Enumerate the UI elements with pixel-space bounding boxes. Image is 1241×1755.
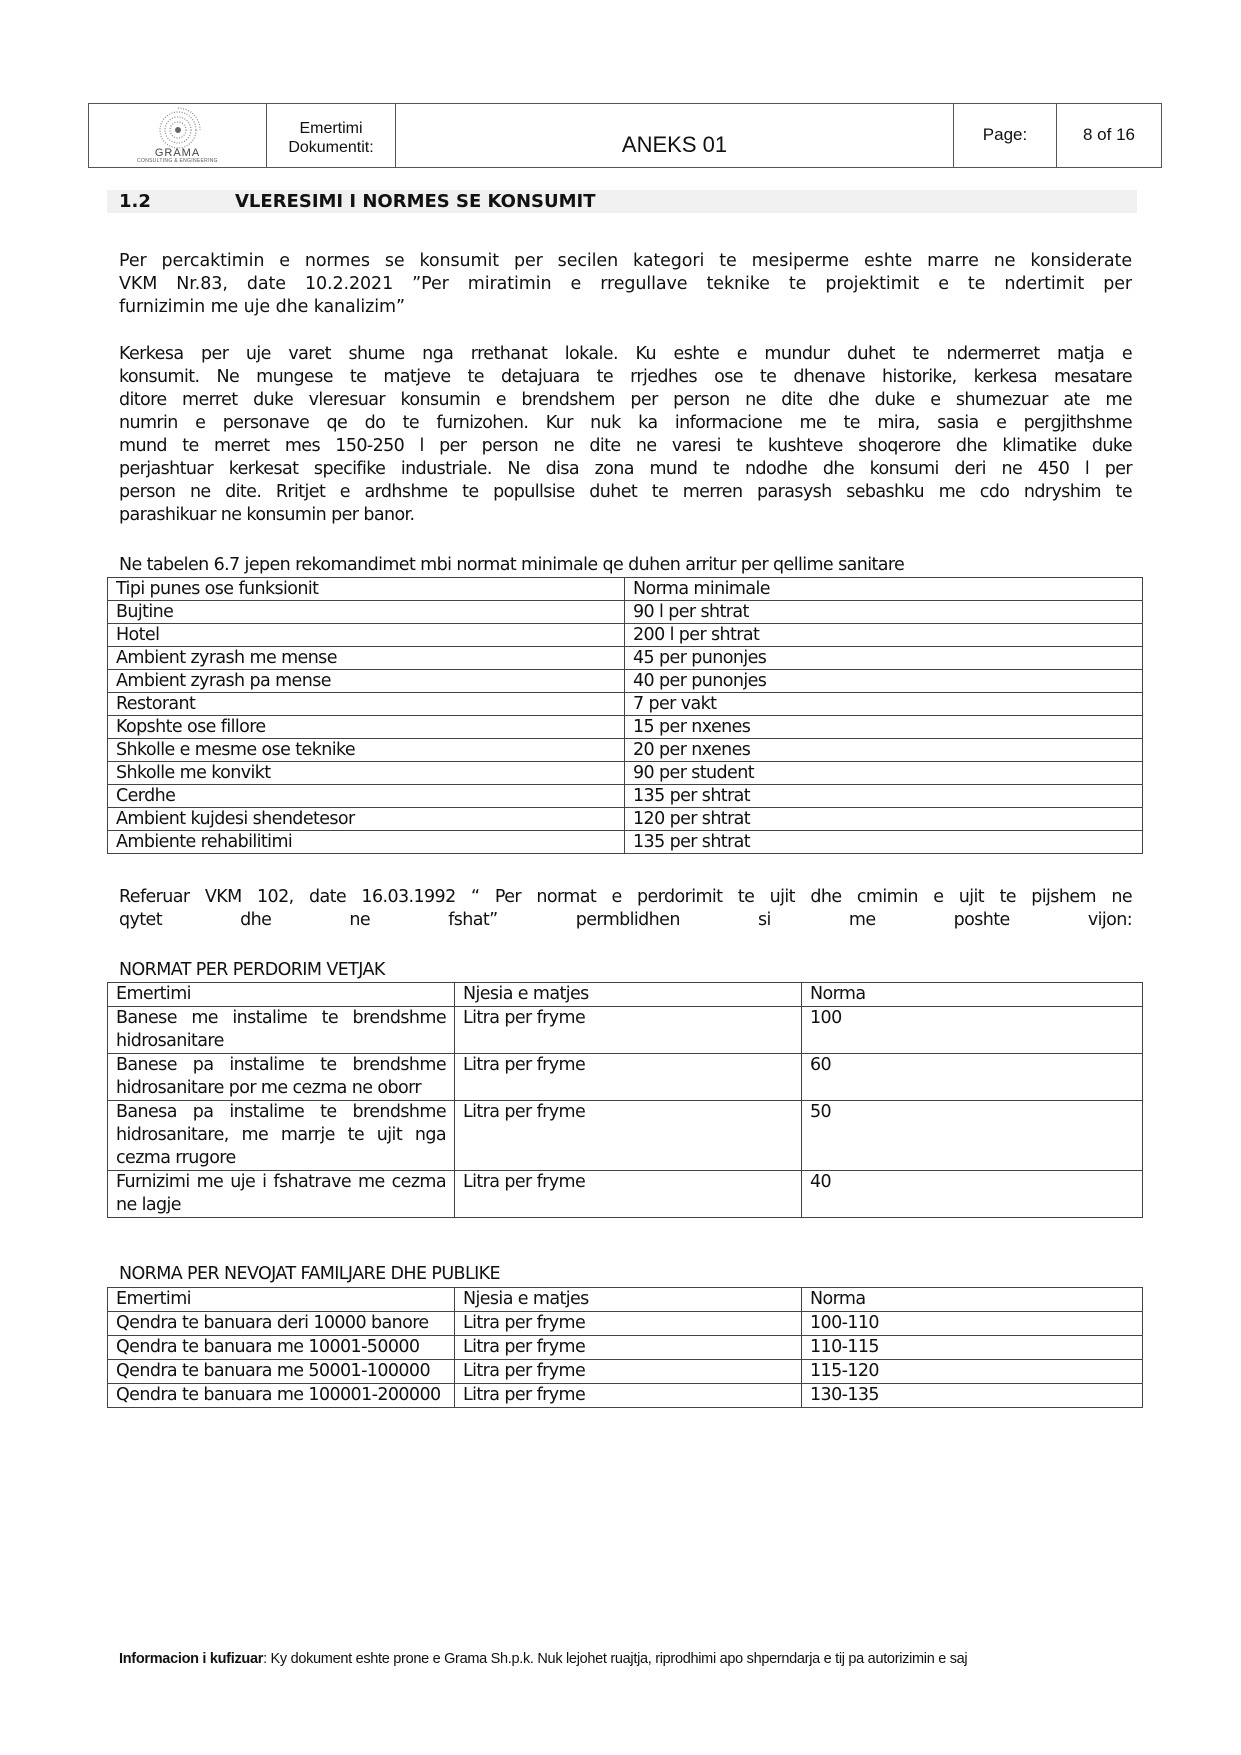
table-row bbox=[108, 1336, 1143, 1360]
cell: 135 per shtrat bbox=[625, 785, 1143, 808]
text-line: ditore merret duke vleresuar konsumin e brendshem per person ne dite dhe duke e shumezuar ate me bbox=[119, 390, 1132, 410]
table-row bbox=[108, 785, 1143, 808]
table-row bbox=[108, 693, 1143, 716]
cell: Bujtine bbox=[108, 601, 625, 624]
text-line-justified bbox=[119, 909, 1132, 932]
table-row bbox=[108, 808, 1143, 831]
cell: Qendra te banuara me 100001-200000 bbox=[108, 1384, 455, 1408]
cell: 50 bbox=[802, 1101, 1143, 1171]
cell: Kopshte ose fillore bbox=[108, 716, 625, 739]
cell: Ambient zyrash me mense bbox=[108, 647, 625, 670]
text-line: perjashtuar kerkesat specifike industriale. Ne disa zona mund te ndodhe dhe konsumi deri ne 450 l per bbox=[119, 459, 1132, 479]
cell: Qendra te banuara deri 10000 banore bbox=[108, 1312, 455, 1336]
table-row bbox=[108, 1171, 1143, 1218]
cell: Cerdhe bbox=[108, 785, 625, 808]
table-row bbox=[108, 739, 1143, 762]
word: me bbox=[848, 910, 876, 930]
table-row bbox=[108, 1007, 1143, 1054]
cell: Ambient zyrash pa mense bbox=[108, 670, 625, 693]
document-name-label bbox=[267, 104, 396, 167]
cell: Ambiente rehabilitimi bbox=[108, 831, 625, 854]
text-line: furnizimin me uje dhe kanalizim” bbox=[119, 297, 405, 317]
cell: 40 per punonjes bbox=[625, 670, 1143, 693]
paragraph-vkm-83 bbox=[119, 250, 1132, 319]
cell: Litra per fryme bbox=[455, 1336, 802, 1360]
cell: 135 per shtrat bbox=[625, 831, 1143, 854]
cell: 7 per vakt bbox=[625, 693, 1143, 716]
cell: Banese me instalime te brendshme hidrosanitare bbox=[108, 1007, 455, 1054]
header-cell: Norma minimale bbox=[625, 578, 1143, 601]
cell: 130-135 bbox=[802, 1384, 1143, 1408]
cell: 45 per punonjes bbox=[625, 647, 1143, 670]
cell: Hotel bbox=[108, 624, 625, 647]
footer-label: Informacion i kufizuar bbox=[119, 1651, 264, 1667]
word: poshte bbox=[953, 910, 1010, 930]
company-logo bbox=[89, 104, 267, 167]
cell: 90 l per shtrat bbox=[625, 601, 1143, 624]
word: qytet bbox=[119, 910, 162, 930]
header-cell: Tipi punes ose funksionit bbox=[108, 578, 625, 601]
cell: Ambient kujdesi shendetesor bbox=[108, 808, 625, 831]
cell: 90 per student bbox=[625, 762, 1143, 785]
cell: 40 bbox=[802, 1171, 1143, 1218]
section-title: VLERESIMI I NORMES SE KONSUMIT bbox=[235, 191, 596, 212]
table-row bbox=[108, 647, 1143, 670]
cell: Litra per fryme bbox=[455, 1384, 802, 1408]
text-line: VKM Nr.83, date 10.2.2021 ”Per miratimin e rregullave teknike te projektimit e te ndertimit per bbox=[119, 274, 1132, 294]
cell: Litra per fryme bbox=[455, 1171, 802, 1218]
label-line-2: Dokumentit: bbox=[288, 138, 374, 156]
cell: 115-120 bbox=[802, 1360, 1143, 1384]
text-line: Per percaktimin e normes se konsumit per secilen kategori te mesiperme eshte marre ne konsiderate bbox=[119, 251, 1132, 271]
table-row bbox=[108, 831, 1143, 854]
header-cell: Norma bbox=[802, 983, 1143, 1007]
cell: Qendra te banuara me 10001-50000 bbox=[108, 1336, 455, 1360]
word: si bbox=[757, 910, 771, 930]
header-cell: Emertimi bbox=[108, 1288, 455, 1312]
word: vijon: bbox=[1087, 910, 1132, 930]
cell: 15 per nxenes bbox=[625, 716, 1143, 739]
text-line: konsumit. Ne mungese te matjeve te detajuara te rrjedhes ose te dhenave historike, kerkesa mesatare bbox=[119, 367, 1132, 387]
cell: Litra per fryme bbox=[455, 1312, 802, 1336]
word: permblidhen bbox=[575, 910, 680, 930]
logo-spiral-icon bbox=[143, 106, 213, 152]
cell: 120 per shtrat bbox=[625, 808, 1143, 831]
family-public-norms-table bbox=[107, 1287, 1143, 1408]
cell: Furnizimi me uje i fshatrave me cezma ne lagje bbox=[108, 1171, 455, 1218]
cell: Banese pa instalime te brendshme hidrosanitare por me cezma ne oborr bbox=[108, 1054, 455, 1101]
cell: Qendra te banuara me 50001-100000 bbox=[108, 1360, 455, 1384]
document-title: ANEKS 01 bbox=[396, 104, 954, 167]
cell: Banesa pa instalime te brendshme hidrosanitare, me marrje te ujit nga cezma rrugore bbox=[108, 1101, 455, 1171]
cell: Shkolle me konvikt bbox=[108, 762, 625, 785]
table-row bbox=[108, 670, 1143, 693]
logo-tagline: CONSULTING & ENGINEERING bbox=[137, 158, 218, 164]
text-line: mund te merret mes 150-250 l per person ne dite ne varesi te kushteve shoqerore dhe klimatike duke bbox=[119, 436, 1132, 456]
header-cell: Njesia e matjes bbox=[455, 983, 802, 1007]
header-cell: Emertimi bbox=[108, 983, 455, 1007]
footer-text: : Ky dokument eshte prone e Grama Sh.p.k. Nuk lejohet ruajtja, riprodhimi apo shperndarja e tij pa autorizimin e saj bbox=[263, 1651, 968, 1667]
word: ne bbox=[349, 910, 371, 930]
page-number: 8 of 16 bbox=[1083, 124, 1135, 144]
table-row bbox=[108, 1101, 1143, 1171]
table-header-row bbox=[108, 1288, 1143, 1312]
minimum-norms-table bbox=[107, 577, 1143, 854]
table-row bbox=[108, 624, 1143, 647]
header-cell: Norma bbox=[802, 1288, 1143, 1312]
paragraph-water-demand bbox=[119, 343, 1132, 527]
document-header bbox=[88, 103, 1162, 168]
word: fshat” bbox=[448, 910, 498, 930]
table-row bbox=[108, 1312, 1143, 1336]
cell: 60 bbox=[802, 1054, 1143, 1101]
paragraph-vkm-102 bbox=[119, 886, 1132, 932]
table-header-row bbox=[108, 983, 1143, 1007]
cell: 100-110 bbox=[802, 1312, 1143, 1336]
cell: Restorant bbox=[108, 693, 625, 716]
text-line: parashikuar ne konsumin per banor. bbox=[119, 505, 415, 525]
section-number: 1.2 bbox=[119, 191, 151, 212]
table-row bbox=[108, 601, 1143, 624]
table-row bbox=[108, 716, 1143, 739]
table3-caption: NORMA PER NEVOJAT FAMILJARE DHE PUBLIKE bbox=[119, 1264, 501, 1284]
table1-caption: Ne tabelen 6.7 jepen rekomandimet mbi normat minimale qe duhen arritur per qellime sanitare bbox=[119, 555, 905, 575]
word: dhe bbox=[240, 910, 272, 930]
header-cell: Njesia e matjes bbox=[455, 1288, 802, 1312]
cell: 100 bbox=[802, 1007, 1143, 1054]
cell: 110-115 bbox=[802, 1336, 1143, 1360]
cell: Litra per fryme bbox=[455, 1360, 802, 1384]
cell: Litra per fryme bbox=[455, 1007, 802, 1054]
cell: Litra per fryme bbox=[455, 1101, 802, 1171]
logo-name: GRAMA bbox=[154, 147, 201, 159]
cell: Shkolle e mesme ose teknike bbox=[108, 739, 625, 762]
page-label: Page: bbox=[954, 104, 1057, 167]
cell: 200 l per shtrat bbox=[625, 624, 1143, 647]
text-line: person ne dite. Rritjet e ardhshme te popullsise duhet te merren parasysh sebashku me cdo ndryshim te bbox=[119, 482, 1132, 502]
table-row bbox=[108, 1054, 1143, 1101]
cell: 20 per nxenes bbox=[625, 739, 1143, 762]
personal-use-norms-table bbox=[107, 982, 1143, 1218]
label-line-1: Emertimi bbox=[299, 119, 363, 137]
table-row bbox=[108, 1384, 1143, 1408]
table-header-row bbox=[108, 578, 1143, 601]
section-heading bbox=[107, 190, 1137, 213]
text-line: Referuar VKM 102, date 16.03.1992 “ Per normat e perdorimit te ujit dhe cmimin e ujit te pijshem ne bbox=[119, 887, 1132, 907]
cell: Litra per fryme bbox=[455, 1054, 802, 1101]
table2-caption: NORMAT PER PERDORIM VETJAK bbox=[119, 960, 385, 980]
confidentiality-footer bbox=[119, 1650, 1139, 1669]
text-line: numrin e personave qe do te furnizohen. Kur nuk ka informacione me te mira, sasia e pergjithshme bbox=[119, 413, 1132, 433]
table-row bbox=[108, 762, 1143, 785]
text-line: Kerkesa per uje varet shume nga rrethanat lokale. Ku eshte e mundur duhet te ndermerret matja e bbox=[119, 344, 1132, 364]
table-row bbox=[108, 1360, 1143, 1384]
